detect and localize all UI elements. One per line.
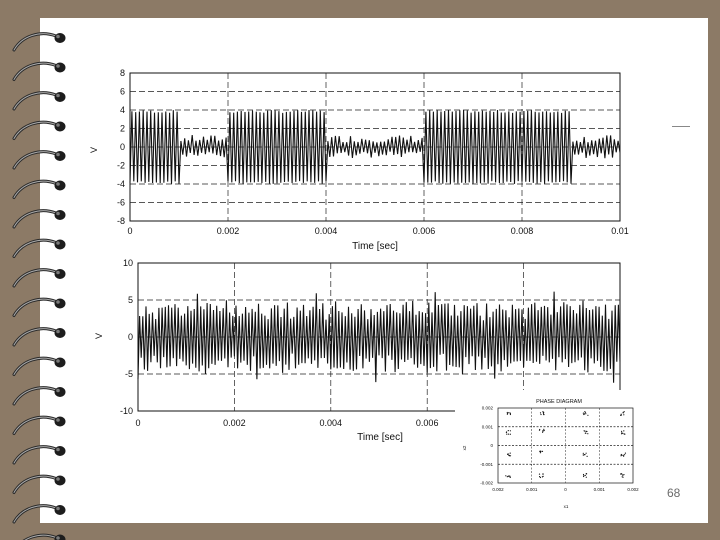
y-tick-label: -8 [116,216,125,227]
x-tick-label: 0.002 [492,487,504,492]
scatter-point [510,455,511,456]
chart-phase-diagram [455,390,639,512]
scatter-point [586,473,587,474]
x-tick-label: 0.001 [526,487,538,492]
scatter-point [540,414,541,415]
scatter-point [585,475,586,476]
scatter-point [584,431,585,432]
scatter-point [583,474,584,475]
scatter-point [584,413,585,414]
y-tick-label: -4 [116,179,125,190]
x-tick-label: 0.006 [412,226,436,236]
scatter-point [542,451,543,452]
scatter-point [587,456,588,457]
scatter-point [506,431,507,432]
scatter-point [542,432,543,433]
scatter-point [543,476,544,477]
scatter-point [507,454,508,455]
x-tick-label: 0.002 [216,226,240,236]
scatter-point [505,475,506,476]
scatter-point [586,477,587,478]
scatter-point [539,476,540,477]
scatter-point [623,474,624,475]
x-axis-label: x1 [563,504,569,509]
scatter-point [507,414,508,415]
scatter-point [586,453,587,454]
x-axis-label: Time [sec] [352,241,398,252]
scatter-point [623,430,624,431]
scatter-point [543,430,544,431]
x-tick-label: 0.01 [611,226,629,236]
scatter-point [622,433,623,434]
x-tick-label: 0.006 [415,418,439,428]
x-tick-label: 0.008 [510,226,534,236]
scatter-point [508,454,509,455]
x-tick-label: 0 [135,418,141,428]
scatter-point [508,434,509,435]
scatter-point [624,411,625,412]
scatter-point [586,431,587,432]
scatter-point [620,473,621,474]
y-tick-label: 6 [119,86,125,97]
scatter-point [510,414,511,415]
scatter-point [508,476,509,477]
scatter-point [583,453,584,454]
x-tick-label: 0.004 [314,226,338,236]
x-tick-label: 0.002 [223,418,246,428]
scatter-point [585,413,586,414]
scatter-point [623,412,624,413]
y-tick-label: 0.002 [481,405,493,411]
x-tick-label: 0 [127,226,133,236]
x-tick-labels [127,226,628,236]
y-tick-label: 8 [119,68,125,79]
y-tick-label: -0.002 [480,480,493,486]
scatter-point [587,415,588,416]
scatter-point [510,434,511,435]
scatter-point [510,430,511,431]
x-tick-label: 0 [564,487,567,492]
scatter-point [510,413,511,414]
scatter-point [621,455,622,456]
y-tick-label: 5 [127,295,133,306]
scatter-point [539,429,540,430]
scatter-point [587,433,588,434]
y-tick-label: -6 [116,197,125,208]
chart-voltage-top [89,68,629,252]
scatter-point [543,412,544,413]
x-tick-label: 0.004 [319,418,343,428]
y-axis-label: V [89,146,99,154]
scatter-point [539,474,540,475]
scatter-point [540,477,541,478]
y-axis-label: V [94,332,104,340]
x-tick-label: 0.002 [627,487,639,492]
scatter-point [624,454,625,455]
scatter-point [585,433,586,434]
page-number: 68 [667,486,681,500]
y-tick-label: 0 [119,142,125,153]
y-tick-label: 10 [122,258,133,269]
scatter-point [584,454,585,455]
scatter-point [623,414,624,415]
scatter-point [621,474,622,475]
grid-lines [130,73,620,221]
scatter-point [540,452,541,453]
scatter-point [507,476,508,477]
scatter-point [510,477,511,478]
y-tick-label: 4 [119,105,125,116]
y-tick-label: 2 [119,123,125,134]
y-tick-label: -10 [119,406,133,417]
y-tick-labels [117,68,125,226]
scatter-point [506,434,507,435]
scatter-point [540,412,541,413]
y-tick-labels [120,258,133,416]
scatter-point [624,433,625,434]
scatter-point [621,414,622,415]
y-tick-label: 0 [127,332,133,343]
scatter-point [543,429,544,430]
scatter-point [543,414,544,415]
scatter-point [583,454,584,455]
scatter-point [507,412,508,413]
scatter-point [508,412,509,413]
y-tick-label: -2 [116,160,125,171]
scatter-point [622,475,623,476]
scatter-point [542,473,543,474]
scatter-point [621,431,622,432]
x-axis-label: Time [sec] [357,432,403,443]
scatter-point [583,413,584,414]
scatter-point [622,477,623,478]
grid-lines [138,263,620,411]
y-tick-label: 0 [490,443,493,449]
scatter-point [510,453,511,454]
y-axis-label: x2 [462,445,467,451]
scatter-point [585,412,586,413]
scatter-point [583,475,584,476]
scatter-point [508,430,509,431]
y-tick-label: -0.001 [480,461,493,467]
scatter-point [540,451,541,452]
scatter-point [625,453,626,454]
scatter-point [620,415,621,416]
y-tick-label: 0.001 [481,424,493,430]
y-tick-label: -5 [124,369,133,380]
scatter-point [623,456,624,457]
chart-title: PHASE DIAGRAM [536,399,582,405]
x-tick-labels [135,418,438,428]
x-tick-label: 0.001 [593,487,605,492]
